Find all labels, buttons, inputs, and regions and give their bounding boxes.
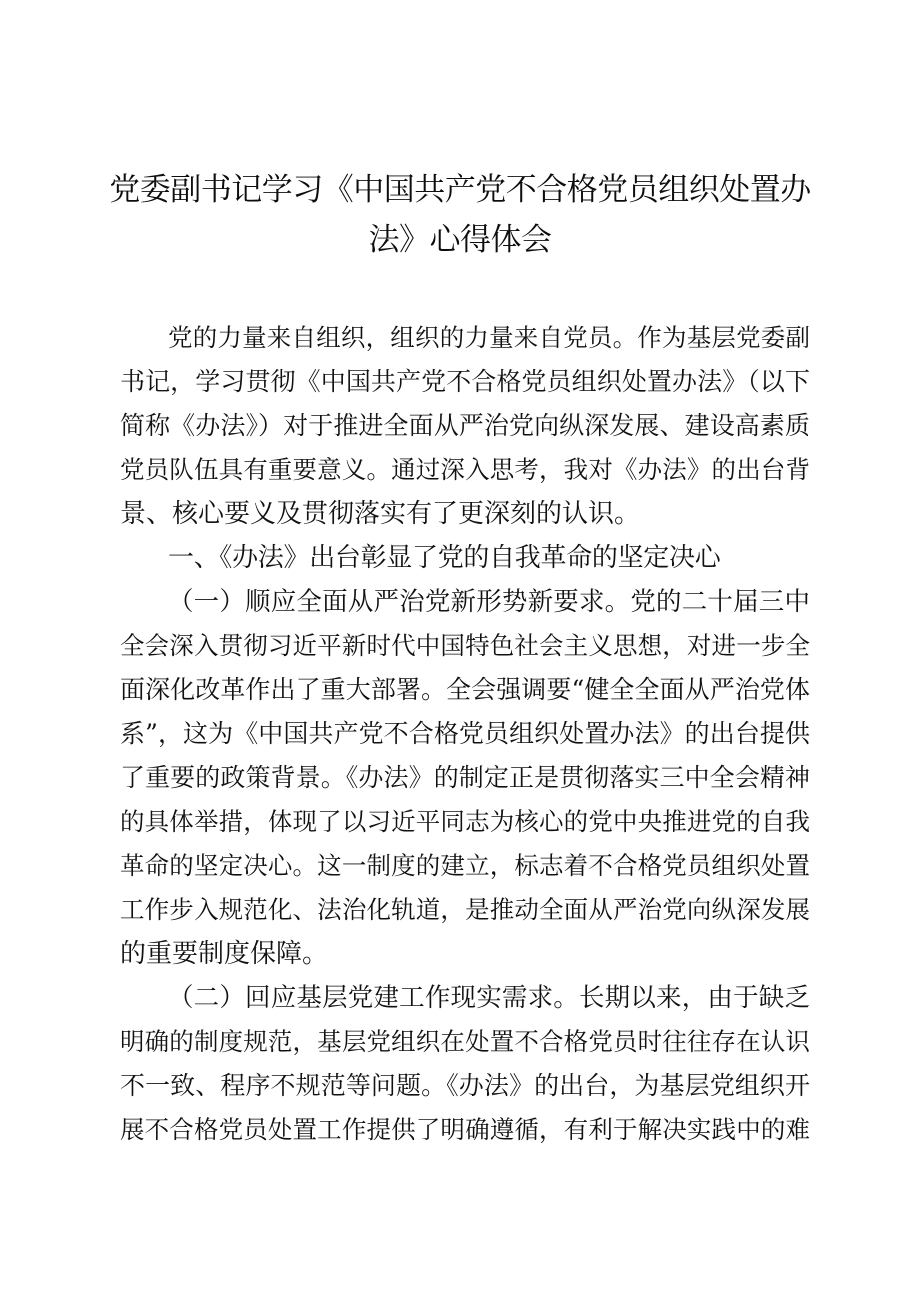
intro-line: 景、核心要义及贯彻落实有了更深刻的认识。: [120, 499, 641, 529]
section1-line: 面深化改革作出了重大部署。全会强调要“健全全面从严治党体: [120, 675, 810, 704]
document-title-line-2: 法》心得体会: [368, 222, 552, 258]
intro-line: 党的力量来自组织，组织的力量来自党员。作为基层党委副: [168, 323, 810, 352]
section2-line: 不一致、程序不规范等问题。《办法》的出台，为基层党组织开: [120, 1071, 810, 1100]
intro-line: 书记，学习贯彻《中国共产党不合格党员组织处置办法》（以下: [120, 367, 810, 396]
intro-line: 党员队伍具有重要意义。通过深入思考，我对《办法》的出台背: [120, 455, 810, 484]
section1-line: 系”，这为《中国共产党不合格党员组织处置办法》的出台提供: [120, 719, 810, 748]
intro-line: 简称《办法》）对于推进全面从严治党向纵深发展、建设高素质: [120, 411, 810, 440]
section-heading-1: 一、《办法》出台彰显了党的自我革命的坚定决心: [168, 543, 721, 573]
section1-line: 了重要的政策背景。《办法》的制定正是贯彻落实三中全会精神: [120, 763, 810, 792]
section2-line: 展不合格党员处置工作提供了明确遵循，有利于解决实践中的难: [120, 1115, 810, 1144]
section1-line: 革命的坚定决心。这一制度的建立，标志着不合格党员组织处置: [120, 851, 810, 880]
section1-line: 的重要制度保障。: [120, 939, 329, 969]
document-title-line-1: 党委副书记学习《中国共产党不合格党员组织处置办: [109, 172, 811, 208]
section1-line: 的具体举措，体现了以习近平同志为核心的党中央推进党的自我: [120, 807, 810, 836]
section1-line: 全会深入贯彻习近平新时代中国特色社会主义思想，对进一步全: [120, 631, 810, 660]
section1-line: （一）顺应全面从严治党新形势新要求。党的二十届三中: [168, 587, 810, 617]
section1-line: 工作步入规范化、法治化轨道，是推动全面从严治党向纵深发展: [120, 895, 810, 924]
section2-line: （二）回应基层党建工作现实需求。长期以来，由于缺乏: [168, 983, 810, 1013]
section2-line: 明确的制度规范，基层党组织在处置不合格党员时往往存在认识: [120, 1027, 810, 1056]
